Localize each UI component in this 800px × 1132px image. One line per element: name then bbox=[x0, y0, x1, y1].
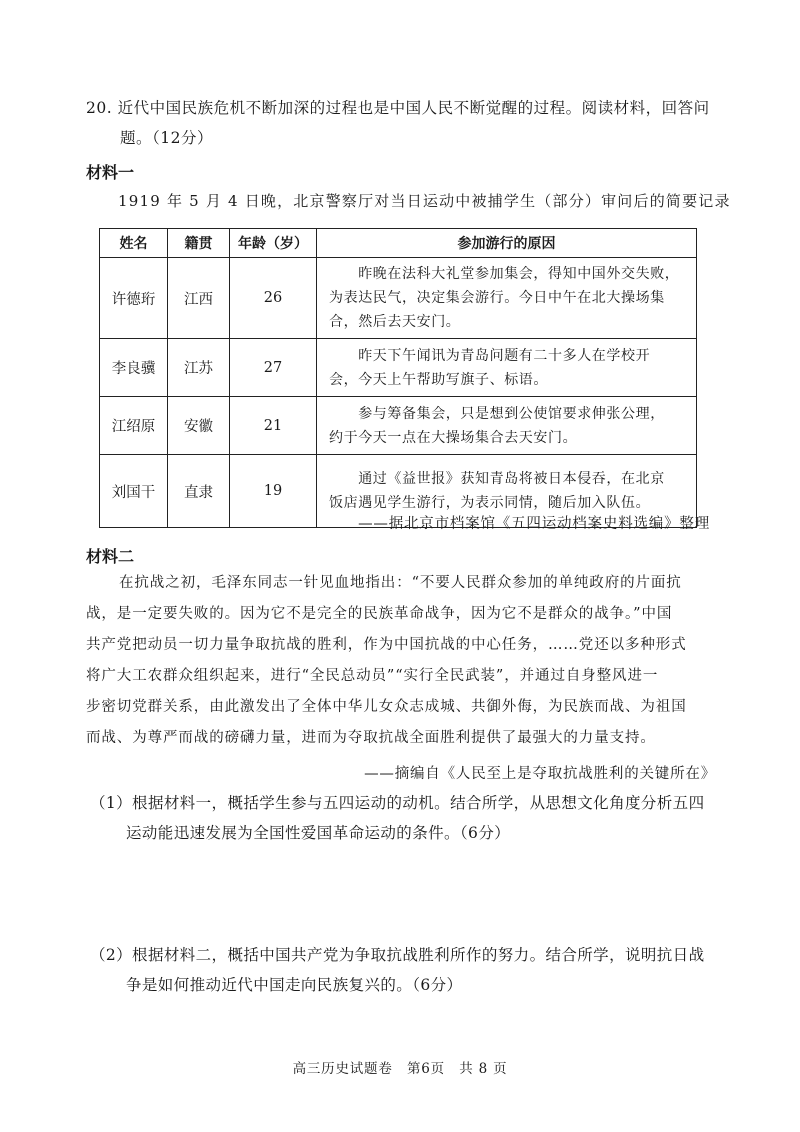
material-2-line: 在抗战之初，毛泽东同志一针见血地指出：“不要人民群众参加的单纯政府的片面抗 bbox=[119, 575, 682, 591]
cell-origin: 安徽 bbox=[168, 397, 230, 455]
reason-line: 约于今天一点在大操场集合去天安门。 bbox=[329, 429, 578, 446]
reason-line: 为表达民气，决定集会游行。今日中午在北大操场集 bbox=[329, 290, 665, 306]
table-row bbox=[100, 258, 697, 339]
material-2-source: ——摘编自《人民至上是夺取抗战胜利的关键所在》 bbox=[364, 766, 716, 782]
reason-line: 饭店遇见学生游行，为表示同情，随后加入队伍。 bbox=[329, 495, 651, 511]
cell-age: 21 bbox=[230, 397, 317, 455]
material-2-line: 共产党把动员一切力量争取抗战的胜利，作为中国抗战的中心任务，……党还以多种形式 bbox=[86, 637, 687, 653]
table-header-row bbox=[100, 229, 697, 258]
header-name: 姓名 bbox=[100, 229, 168, 258]
cell-origin: 江苏 bbox=[168, 339, 230, 397]
material-2-line: 而战、为尊严而战的磅礴力量，进而为夺取抗战全面胜利提供了最强大的力量支持。 bbox=[86, 730, 656, 746]
reason-line: 会，今天上午帮助写旗子、标语。 bbox=[329, 371, 548, 388]
cell-name: 李良骥 bbox=[100, 339, 168, 397]
header-age: 年龄（岁） bbox=[230, 229, 317, 258]
reason-line: 合，然后去天安门。 bbox=[329, 314, 461, 330]
table-row bbox=[100, 339, 697, 397]
reason-line: 参与筹备集会，只是想到公使馆要求伸张公理， bbox=[329, 405, 665, 422]
cell-reason bbox=[317, 258, 697, 339]
cell-name: 刘国干 bbox=[100, 455, 168, 528]
material-2-line: 战，是一定要失败的。因为它不是完全的民族革命战争，因为它不是群众的战争。”中国 bbox=[86, 606, 673, 622]
reason-line: 昨天下午闻讯为青岛问题有二十多人在学校开 bbox=[329, 347, 651, 364]
reason-line: 昨晚在法科大礼堂参加集会，得知中国外交失败， bbox=[329, 266, 680, 282]
material-2-body bbox=[86, 568, 726, 754]
cell-age: 26 bbox=[230, 258, 317, 339]
material-2-line: 将广大工农群众组织起来，进行“全民总动员”“实行全民武装”，并通过自身整风进一 bbox=[86, 668, 659, 684]
cell-reason bbox=[317, 397, 697, 455]
header-reason: 参加游行的原因 bbox=[317, 229, 697, 258]
sub-question-1-line-2: 运动能迅速发展为全国性爱国革命运动的条件。（6分） bbox=[126, 824, 511, 842]
table-row bbox=[100, 397, 697, 455]
cell-age: 19 bbox=[230, 455, 317, 528]
question-stem-line-2: 题。（12分） bbox=[120, 129, 213, 147]
header-origin: 籍贯 bbox=[168, 229, 230, 258]
sub-question-2-line-2: 争是如何推动近代中国走向民族复兴的。（6分） bbox=[126, 976, 463, 994]
sub-question-2-line-1: （2）根据材料二，概括中国共产党为争取抗战胜利所作的努力。结合所学，说明抗日战 bbox=[90, 946, 705, 964]
cell-origin: 直隶 bbox=[168, 455, 230, 528]
material-1-heading: 材料一 bbox=[86, 163, 135, 182]
page-footer: 高三历史试题卷 第6页 共 8 页 bbox=[292, 1061, 508, 1077]
question-stem-line-1: 20. 近代中国民族危机不断加深的过程也是中国人民不断觉醒的过程。阅读材料，回答问 bbox=[86, 99, 710, 117]
student-record-table bbox=[99, 228, 697, 528]
cell-reason bbox=[317, 339, 697, 397]
cell-age: 27 bbox=[230, 339, 317, 397]
cell-origin: 江西 bbox=[168, 258, 230, 339]
cell-name: 江绍原 bbox=[100, 397, 168, 455]
cell-name: 许德珩 bbox=[100, 258, 168, 339]
reason-line: 通过《益世报》获知青岛将被日本侵吞，在北京 bbox=[329, 471, 665, 487]
material-2-line: 步密切党群关系，由此激发出了全体中华儿女众志成城、共御外侮，为民族而战、为祖国 bbox=[86, 699, 687, 715]
material-1-source: ——据北京市档案馆《五四运动档案史料选编》整理 bbox=[358, 516, 710, 532]
material-1-caption: 1919 年 5 月 4 日晚，北京警察厅对当日运动中被捕学生（部分）审问后的简要记录 bbox=[118, 192, 731, 210]
material-2-heading: 材料二 bbox=[86, 547, 135, 566]
sub-question-1-line-1: （1）根据材料一，概括学生参与五四运动的动机。结合所学，从思想文化角度分析五四 bbox=[90, 794, 705, 812]
